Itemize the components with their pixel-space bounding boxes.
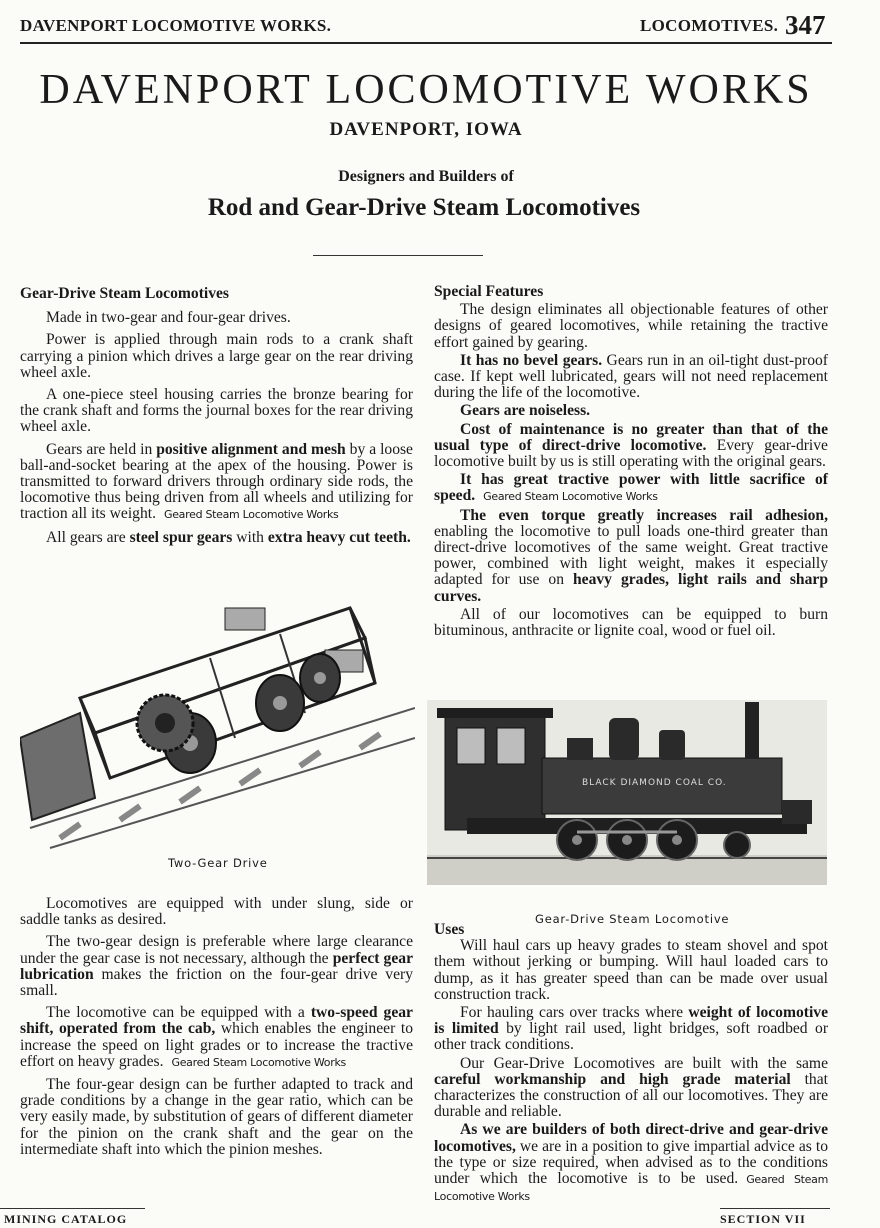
section-heading-special-features: Special Features	[434, 283, 544, 300]
emphasis: weight of locomotive is limited	[434, 1004, 828, 1038]
running-head-left: DAVENPORT LOCOMOTIVE WORKS.	[20, 16, 332, 35]
emphasis: It has no bevel gears.	[460, 351, 603, 369]
company-city: DAVENPORT, IOWA	[329, 119, 523, 140]
left-column-bottom	[20, 896, 413, 1164]
paragraph	[20, 530, 413, 546]
paragraph: Made in two-gear and four-gear drives.	[46, 309, 291, 327]
paragraph: Locomotives are equipped with under slung, side or saddle tanks as desired.	[20, 895, 413, 929]
emphasis: heavy grades, light rails and sharp curves.	[434, 571, 828, 605]
paragraph	[434, 472, 828, 505]
footer-rule-left	[0, 1208, 145, 1209]
title-divider	[313, 255, 483, 256]
left-column-top	[20, 286, 413, 552]
paragraph	[434, 1005, 828, 1054]
page-number: 347	[785, 10, 826, 40]
text: Gears run in an oil-tight dust-proof case. If kept well lubricated, gears will not need replacement during the life of the locomotive.	[434, 351, 828, 402]
footer-rule-right	[720, 1208, 830, 1209]
section-heading-gear-drive: Gear-Drive Steam Locomotives	[20, 285, 230, 302]
text: enabling the locomotive to pull loads one-third greater than direct-drive locomotives of the same weight. Great tractive power, combined with light weight, makes it especially adapted for use on	[434, 522, 828, 589]
figure-caption-two-gear: Two-Gear Drive	[168, 856, 268, 870]
footer-right: SECTION VII	[720, 1212, 806, 1226]
paragraph	[434, 1056, 828, 1121]
text: which enables the engineer to increase the speed on light grades or to increase the tractive effort on heavy grades.	[20, 1020, 413, 1070]
right-column-top	[434, 284, 828, 641]
paragraph: All of our locomotives can be equipped to burn bituminous, anthracite or lignite coal, wood or fuel oil.	[434, 605, 828, 640]
paragraph	[434, 1122, 828, 1205]
watermark: Geared Steam Locomotive Works	[171, 1055, 346, 1069]
designers-line: Designers and Builders of	[338, 168, 514, 185]
running-head-right: LOCOMOTIVES.	[640, 16, 779, 35]
paragraph: A one-piece steel housing carries the bronze bearing for the crank shaft and forms the journal boxes for the rear driving wheel axle.	[20, 386, 413, 436]
paragraph	[434, 508, 828, 605]
emphasis: Cost of maintenance is no greater than that of the usual type of direct-drive locomotive.	[434, 420, 828, 454]
section-heading-uses: Uses	[434, 921, 465, 938]
emphasis: Gears are noiseless.	[460, 402, 591, 420]
text: we are in a position to give impartial advice as to the type or size required, when advised as to the conditions under which the locomotive is to be used.	[434, 1137, 828, 1188]
paragraph	[434, 422, 828, 471]
emphasis: positive alignment and mesh	[156, 440, 346, 458]
text: The locomotive can be equipped with a	[46, 1004, 311, 1022]
paragraph	[20, 442, 413, 524]
text: Every gear-drive locomotive built by us is still operating with the original gears.	[434, 436, 828, 471]
paragraph: The four-gear design can be further adapted to track and grade conditions by a change in the gear ratio, which can be very easily made, by substitution of gears of different diameter for the pinion on the crank shaft and the gear on the intermediate shaft into which the pinion meshes.	[20, 1076, 413, 1158]
text: All gears are	[46, 528, 130, 546]
company-title: DAVENPORT LOCOMOTIVE WORKS	[39, 67, 813, 113]
figure-caption-locomotive: Gear-Drive Steam Locomotive	[535, 912, 730, 926]
paragraph: Will haul cars up heavy grades to steam shovel and spot them without jerking or bumping. Will haul loaded cars to dump, as it has greater speed than can be made over usual construction track.	[434, 937, 828, 1003]
gear-drive-locomotive-figure	[427, 700, 827, 885]
paragraph: Power is applied through main rods to a crank shaft carrying a pinion which drives a large gear on the rear driving wheel axle.	[20, 331, 413, 381]
text: by light rail used, light bridges, soft roadbed or other track conditions.	[434, 1020, 829, 1054]
right-column-bottom	[434, 922, 828, 1207]
text: For hauling cars over tracks where	[460, 1004, 689, 1022]
watermark: Geared Steam Locomotive Works	[483, 490, 658, 504]
text: makes the friction on the four-gear drive very small.	[20, 965, 413, 1000]
emphasis: The even torque greatly increases rail adhesion,	[460, 506, 828, 524]
emphasis: two-speed gear shift, operated from the cab,	[20, 1004, 413, 1038]
emphasis: perfect gear lubrication	[20, 949, 413, 983]
text: Our Gear-Drive Locomotives are built with the same	[460, 1054, 828, 1072]
text: by a loose ball-and-socket bearing at the apex of the housing. Power is transmitted to forward drivers through ordinary side rods, the locomotive thus being driven from all wheels and utilizing for traction all its weight.	[20, 440, 413, 523]
two-gear-drive-figure	[20, 598, 415, 850]
emphasis: steel spur gears	[129, 528, 233, 546]
paragraph: The design eliminates all objectionable features of other designs of geared locomotives, while retaining the tractive effort gained by gearing.	[434, 301, 828, 351]
paragraph	[20, 1005, 413, 1071]
footer-left: MINING CATALOG	[4, 1212, 128, 1226]
watermark: Geared Steam Locomotive Works	[434, 1173, 829, 1204]
text: that characterizes the construction of all our locomotives. They are durable and reliable.	[434, 1070, 828, 1121]
paragraph	[434, 353, 828, 402]
paragraph	[434, 403, 828, 419]
emphasis: It has great tractive power with little sacrifice of speed.	[434, 471, 828, 505]
subtitle: Rod and Gear-Drive Steam Locomotives	[207, 194, 641, 221]
text: The two-gear design is preferable where large clearance under the gear case is not necessary, although the	[20, 933, 413, 967]
tank-lettering: BLACK DIAMOND COAL CO.	[582, 778, 727, 788]
paragraph	[20, 934, 413, 999]
watermark: Geared Steam Locomotive Works	[163, 508, 339, 522]
text: Gears are held in	[46, 440, 157, 458]
text: with	[232, 528, 268, 546]
emphasis: As we are builders of both direct-drive and gear-drive locomotives,	[434, 1121, 828, 1155]
emphasis: careful workmanship and high grade material	[434, 1070, 791, 1088]
header-rule	[20, 42, 832, 44]
emphasis: extra heavy cut teeth.	[267, 528, 411, 546]
